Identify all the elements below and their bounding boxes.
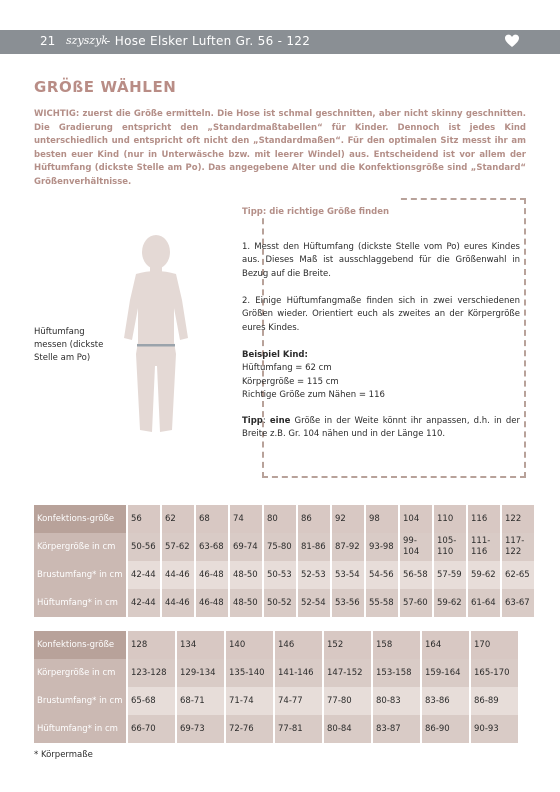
tip-example — [242, 349, 520, 403]
example-height: Körpergröße = 115 cm — [242, 376, 339, 387]
tip-title: Tipp: die richtige Größe finden — [242, 207, 390, 217]
size-header-cell: 152 — [324, 631, 371, 659]
example-label: Beispiel Kind: — [242, 350, 308, 360]
table-cell: 66-70 — [128, 715, 175, 743]
table-cell: 44-46 — [162, 589, 194, 617]
table-cell: 52-53 — [298, 561, 330, 589]
table-cell: 159-164 — [422, 659, 469, 687]
table-cell: 165-170 — [471, 659, 518, 687]
table-cell: 129-134 — [177, 659, 224, 687]
size-header-cell: 92 — [332, 505, 364, 533]
size-header-cell: 86 — [298, 505, 330, 533]
size-header-cell: 80 — [264, 505, 296, 533]
table-cell: 48-50 — [230, 561, 262, 589]
table-cell: 65-68 — [128, 687, 175, 715]
table-cell: 52-54 — [298, 589, 330, 617]
table-cell: 93-98 — [366, 533, 398, 561]
table-cell: 135-140 — [226, 659, 273, 687]
row-label: Körpergröße in cm — [34, 659, 126, 687]
table-cell: 57-62 — [162, 533, 194, 561]
table-row — [34, 589, 534, 617]
row-label: Körpergröße in cm — [34, 533, 126, 561]
table-cell: 123-128 — [128, 659, 175, 687]
table-cell: 46-48 — [196, 561, 228, 589]
row-label: Konfektions-größe — [34, 505, 126, 533]
table-cell: 42-44 — [128, 589, 160, 617]
table-cell: 75-80 — [264, 533, 296, 561]
size-table-2 — [32, 631, 520, 743]
table-cell: 59-62 — [434, 589, 466, 617]
table-cell: 69-74 — [230, 533, 262, 561]
hip-measure-line — [137, 344, 175, 347]
table-cell: 48-50 — [230, 589, 262, 617]
tip-note-sep: : — [262, 416, 270, 426]
size-header-cell: 62 — [162, 505, 194, 533]
tip-note-emph: eine — [269, 416, 291, 426]
size-header-cell: 146 — [275, 631, 322, 659]
row-label: Brustumfang* in cm — [34, 687, 126, 715]
table-cell: 72-76 — [226, 715, 273, 743]
header-bar — [0, 30, 560, 54]
size-header-cell: 170 — [471, 631, 518, 659]
tip-note — [242, 415, 520, 442]
table-cell: 77-81 — [275, 715, 322, 743]
table-cell: 63-68 — [196, 533, 228, 561]
table-cell: 46-48 — [196, 589, 228, 617]
table-cell: 59-62 — [468, 561, 500, 589]
table-cell: 141-146 — [275, 659, 322, 687]
table-cell: 86-89 — [471, 687, 518, 715]
table-cell: 74-77 — [275, 687, 322, 715]
size-header-cell: 140 — [226, 631, 273, 659]
table-cell: 53-54 — [332, 561, 364, 589]
example-hip: Hüftumfang = 62 cm — [242, 363, 332, 374]
table-cell: 63-67 — [502, 589, 534, 617]
table-cell: 44-46 — [162, 561, 194, 589]
table-cell: 83-87 — [373, 715, 420, 743]
table-row — [34, 505, 534, 533]
section-title: GRÖßE WÄHLEN — [34, 78, 177, 96]
tip-note-text: Größe in der Weite könnt ihr anpassen, d.h. in der Breite z.B. Gr. 104 nähen und in der Länge 110. — [242, 416, 520, 440]
table-cell: 57-59 — [434, 561, 466, 589]
table-cell: 50-53 — [264, 561, 296, 589]
size-header-cell: 56 — [128, 505, 160, 533]
table-cell: 81-86 — [298, 533, 330, 561]
table-cell: 80-83 — [373, 687, 420, 715]
table-cell: 90-93 — [471, 715, 518, 743]
table-cell: 86-90 — [422, 715, 469, 743]
table-cell: 57-60 — [400, 589, 432, 617]
row-label: Hüftumfang* in cm — [34, 715, 126, 743]
table-cell: 53-56 — [332, 589, 364, 617]
table-cell: 87-92 — [332, 533, 364, 561]
child-silhouette-illustration — [116, 234, 196, 440]
size-header-cell: 164 — [422, 631, 469, 659]
table-cell: 54-56 — [366, 561, 398, 589]
table-cell: 55-58 — [366, 589, 398, 617]
table-cell: 42-44 — [128, 561, 160, 589]
row-label: Konfektions-größe — [34, 631, 126, 659]
tip-note-label: Tipp — [242, 416, 263, 426]
row-label: Brustumfang* in cm — [34, 561, 126, 589]
size-header-cell: 158 — [373, 631, 420, 659]
table-cell: 77-80 — [324, 687, 371, 715]
page-number: 21 — [40, 34, 56, 48]
table-row — [34, 659, 518, 687]
size-header-cell: 98 — [366, 505, 398, 533]
table-cell: 61-64 — [468, 589, 500, 617]
table-cell: 153-158 — [373, 659, 420, 687]
table-cell: 99-104 — [400, 533, 432, 561]
size-header-cell: 74 — [230, 505, 262, 533]
table-cell: 117-122 — [502, 533, 534, 561]
table-cell: 50-56 — [128, 533, 160, 561]
table-cell: 105-110 — [434, 533, 466, 561]
size-header-cell: 68 — [196, 505, 228, 533]
table-row — [34, 715, 518, 743]
table-cell: 68-71 — [177, 687, 224, 715]
table-row — [34, 533, 534, 561]
document-title: - Hose Elsker Luften Gr. 56 - 122 — [106, 34, 311, 48]
footnote: * Körpermaße — [34, 750, 93, 760]
row-label: Hüftumfang* in cm — [34, 589, 126, 617]
table-cell: 50-52 — [264, 589, 296, 617]
table-cell: 69-73 — [177, 715, 224, 743]
figure-caption: Hüftumfang messen (dickste Stelle am Po) — [34, 327, 104, 363]
size-header-cell: 104 — [400, 505, 432, 533]
table-row — [34, 687, 518, 715]
table-cell: 71-74 — [226, 687, 273, 715]
table-row — [34, 631, 518, 659]
brand-logo: szyszyk — [66, 34, 108, 47]
size-header-cell: 116 — [468, 505, 500, 533]
table-cell: 80-84 — [324, 715, 371, 743]
table-cell: 83-86 — [422, 687, 469, 715]
table-row — [34, 561, 534, 589]
size-header-cell: 122 — [502, 505, 534, 533]
tip-step-1: 1. Messt den Hüftumfang (dickste Stelle vom Po) eures Kindes aus. Dieses Maß ist ausschlaggebend für die Größenwahl in Bezug auf die Breite. — [242, 242, 520, 279]
table-cell: 147-152 — [324, 659, 371, 687]
heart-icon — [504, 33, 520, 49]
size-table-1 — [32, 505, 536, 617]
table-cell: 62-65 — [502, 561, 534, 589]
size-header-cell: 110 — [434, 505, 466, 533]
table-cell: 56-58 — [400, 561, 432, 589]
size-header-cell: 128 — [128, 631, 175, 659]
size-header-cell: 134 — [177, 631, 224, 659]
table-cell: 111-116 — [468, 533, 500, 561]
intro-paragraph: WICHTIG: zuerst die Größe ermitteln. Die Hose ist schmal geschnitten, aber nicht skinny geschnitten. Die Gradierung entspricht den „Standardmaßtabellen“ für Kinder. Dennoch ist jedes Kind unterschiedlich und entspricht oft nicht den „Standardmaßen“. Für den optimalen Sitz messt ihr am besten euer Kind (nur in Unterwäsche bzw. mit leerer Windel) aus. Entscheidend ist vor allem der Hüftumfang (dickste Stelle am Po). Das angegebene Alter und die Konfektionsgröße sind „Standard“ Größenverhältnisse. — [34, 109, 526, 187]
example-size: Richtige Größe zum Nähen = 116 — [242, 390, 385, 401]
tip-step-2: 2. Einige Hüftumfangmaße finden sich in zwei verschiedenen Größen wieder. Orientiert euch als zweites an der Körpergröße eures Kindes. — [242, 296, 520, 333]
